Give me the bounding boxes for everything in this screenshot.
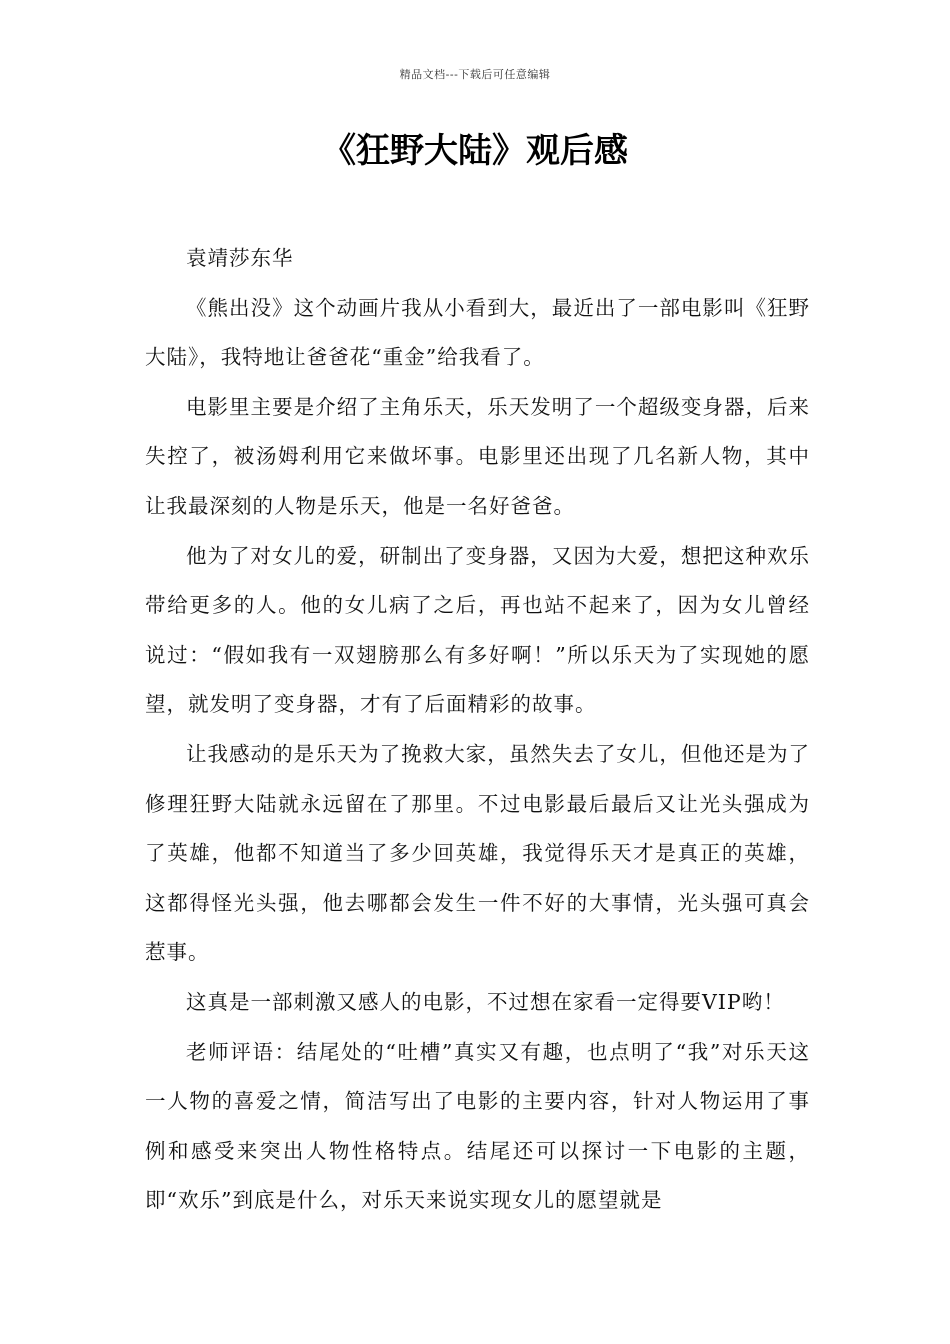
paragraph: 《熊出没》这个动画片我从小看到大，最近出了一部电影叫《狂野大陆》，我特地让爸爸花“重金”给我看了。 bbox=[145, 295, 810, 370]
teacher-comment: 老师评语：结尾处的“吐槽”真实又有趣，也点明了“我”对乐天这一人物的喜爱之情，简洁写出了电影的主要内容，针对人物运用了事例和感受来突出人物性格特点。结尾还可以探讨一下电影的主题，即“欢乐”到底是什么，对乐天来说实现女儿的愿望就是 bbox=[145, 1039, 810, 1213]
header-note: 精品文档---下载后可任意编辑 bbox=[399, 68, 551, 81]
paragraph: 这真是一部刺激又感人的电影，不过想在家看一定得要VIP哟！ bbox=[186, 989, 785, 1014]
article-body bbox=[145, 234, 810, 1226]
paragraph: 他为了对女儿的爱，研制出了变身器，又因为大爱，想把这种欢乐带给更多的人。他的女儿病了之后，再也站不起来了，因为女儿曾经说过：“假如我有一双翅膀那么有多好啊！”所以乐天为了实现她的愿望，就发明了变身器，才有了后面精彩的故事。 bbox=[145, 543, 810, 717]
paragraph: 电影里主要是介绍了主角乐天，乐天发明了一个超级变身器，后来失控了，被汤姆利用它来做坏事。电影里还出现了几名新人物，其中让我最深刻的人物是乐天，他是一名好爸爸。 bbox=[145, 394, 810, 518]
author-line: 袁靖莎东华 bbox=[186, 246, 294, 270]
paragraph: 让我感动的是乐天为了挽救大家，虽然失去了女儿，但他还是为了修理狂野大陆就永远留在了那里。不过电影最后最后又让光头强成为了英雄，他都不知道当了多少回英雄，我觉得乐天才是真正的英雄，这都得怪光头强，他去哪都会发生一件不好的大事情，光头强可真会惹事。 bbox=[145, 741, 810, 965]
page-title: 《狂野大陆》观后感 bbox=[322, 131, 628, 171]
